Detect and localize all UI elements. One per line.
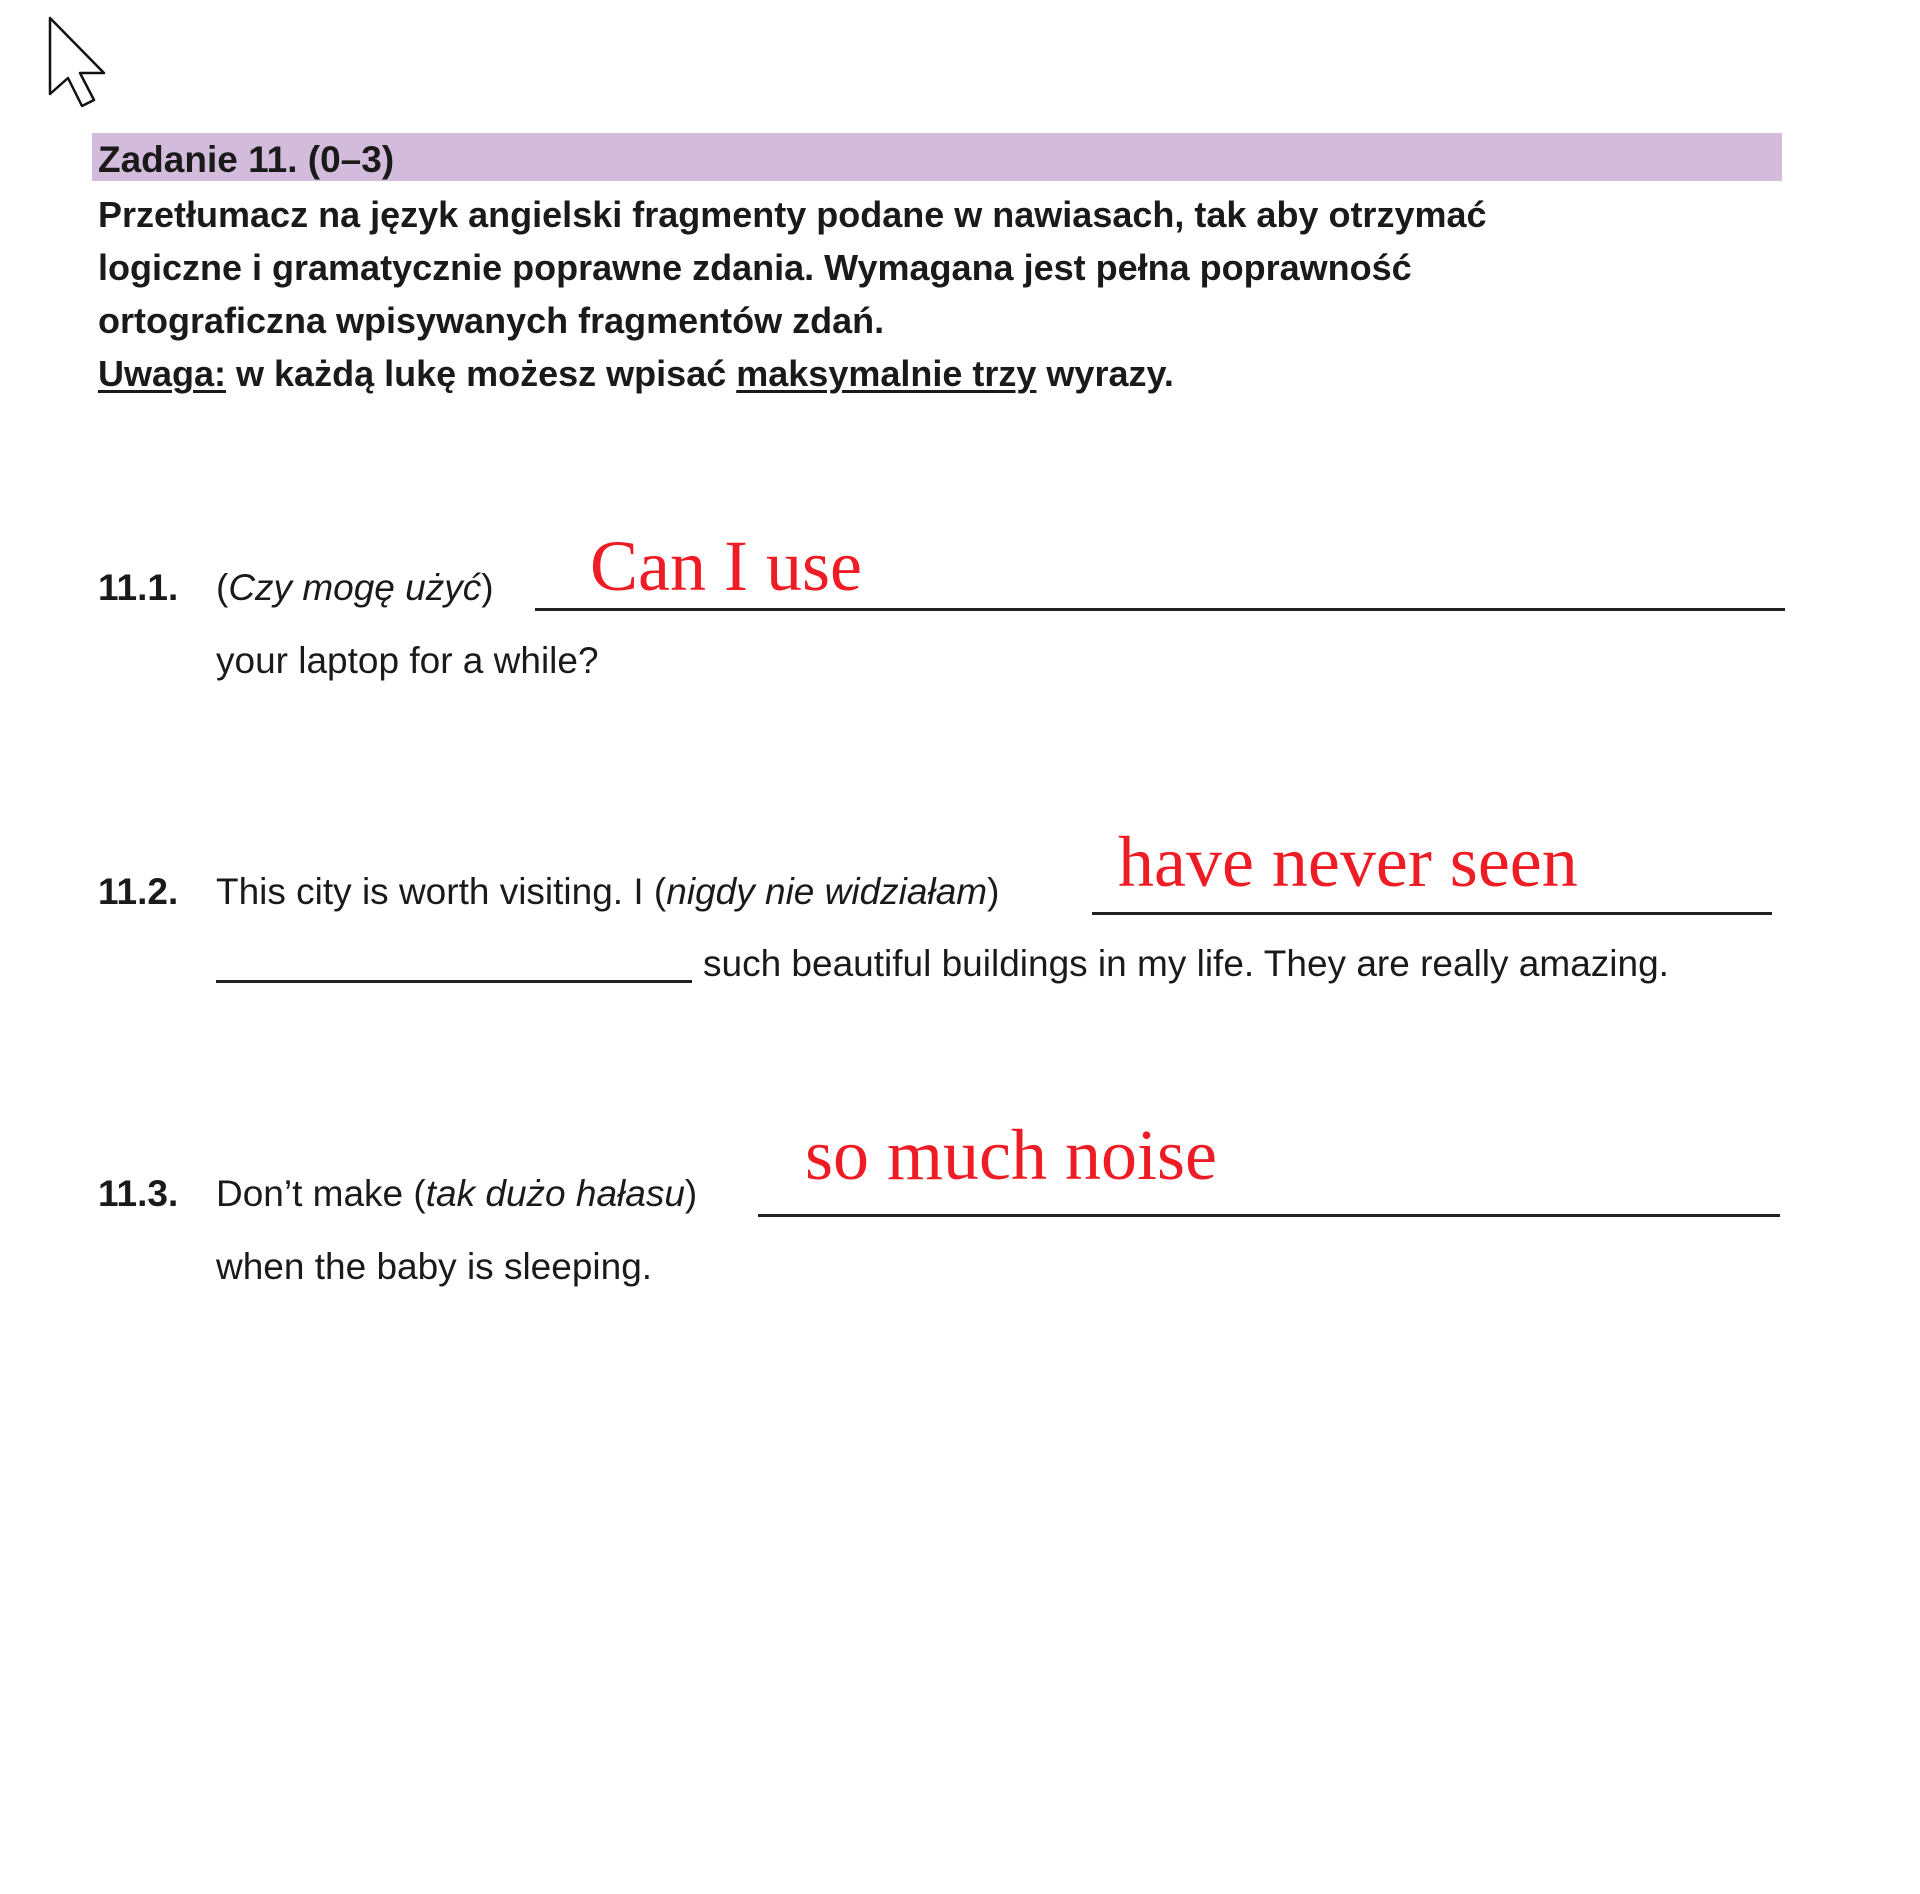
item-number: 11.2. [98,871,179,912]
task-title: Zadanie 11. (0–3) [98,139,395,180]
handwritten-answer: Can I use [590,526,862,606]
answer-blank[interactable] [1092,912,1772,915]
prompt-prefix: This city is worth visiting. I ( [216,871,667,912]
answer-blank-continued[interactable] [216,980,692,983]
close-paren: ) [684,1173,698,1214]
item-prompt [216,868,999,916]
instructions-note [98,347,1818,400]
item-number: 11.1. [98,567,179,608]
prompt-prefix: Don’t make ( [216,1173,426,1214]
item-continuation: your laptop for a while? [216,640,599,681]
polish-hint: Czy mogę użyć [228,567,482,608]
instructions-line-3: ortograficzna wpisywanych fragmentów zdań. [98,300,885,341]
item-continuation: such beautiful buildings in my life. They are really amazing. [703,943,1669,984]
note-emphasis: maksymalnie trzy [736,353,1037,394]
item-prompt [216,564,494,612]
mouse-pointer-icon [48,16,112,108]
instructions-line-2: logiczne i gramatycznie poprawne zdania. Wymagana jest pełna poprawność [98,247,1412,288]
item-prompt [216,1170,697,1218]
answer-blank[interactable] [535,608,1785,611]
polish-hint: nigdy nie widziałam [666,871,988,912]
close-paren: ) [987,871,1000,912]
open-paren: ( [216,567,229,608]
answer-blank[interactable] [758,1214,1780,1217]
note-label: Uwaga: [98,353,227,394]
task-instructions [98,188,1818,400]
instructions-line-1: Przetłumacz na język angielski fragmenty podane w nawiasach, tak aby otrzymać [98,194,1487,235]
note-text-1: w każdą lukę możesz wpisać [226,353,737,394]
handwritten-answer: so much noise [805,1115,1217,1195]
close-paren: ) [481,567,494,608]
handwritten-answer: have never seen [1118,822,1578,902]
item-number: 11.3. [98,1173,179,1214]
note-text-2: wyrazy. [1036,353,1174,394]
polish-hint: tak dużo hałasu [425,1173,685,1214]
item-continuation: when the baby is sleeping. [216,1246,653,1287]
